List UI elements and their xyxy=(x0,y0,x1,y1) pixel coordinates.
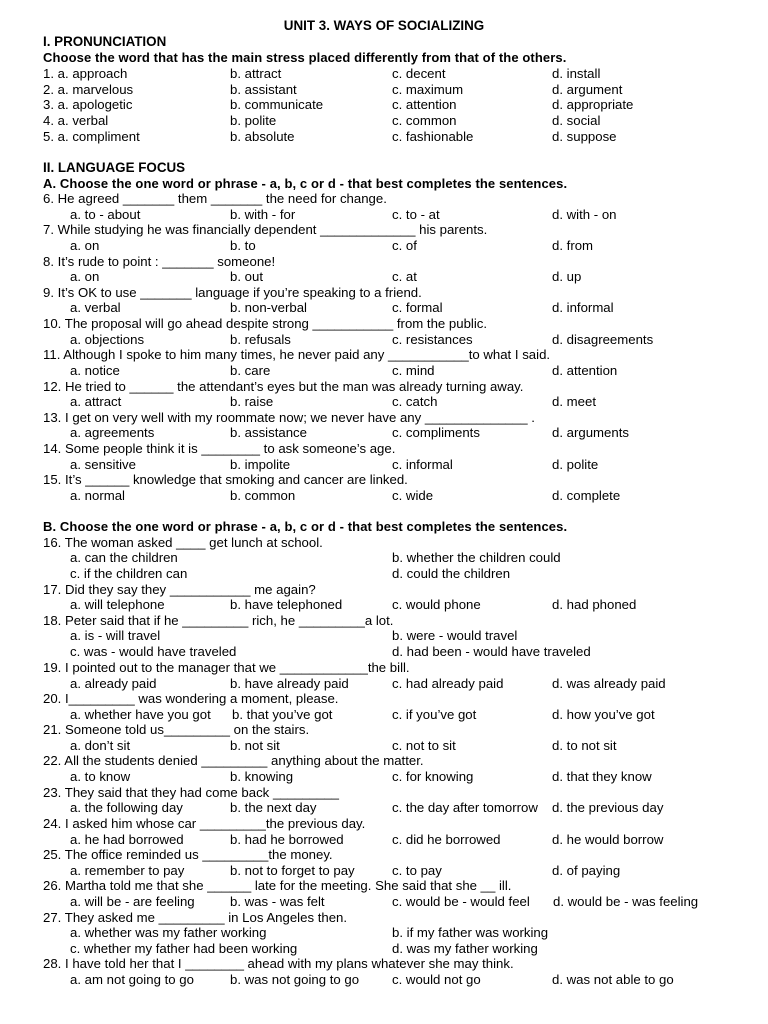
option-c: c. of xyxy=(392,238,417,253)
option-b: b. was not going to go xyxy=(230,972,360,987)
question-stem: 28. I have told her that I ________ ahead with my plans whatever she may think. xyxy=(43,956,514,971)
question-stem: 24. I asked him whose car _________the previous day. xyxy=(43,816,366,831)
question-stem: 18. Peter said that if he _________ rich, he _________a lot. xyxy=(43,613,394,628)
option-d: d. meet xyxy=(552,394,596,409)
option-a: a. whether was my father working xyxy=(70,925,267,940)
option-d: d. disagreements xyxy=(552,332,654,347)
options-row xyxy=(0,832,768,848)
option-a: a. verbal xyxy=(70,300,121,315)
option-b: b. with - for xyxy=(230,207,296,222)
options-row xyxy=(0,207,768,223)
option-a: a. can the children xyxy=(70,550,178,565)
option-d: d. appropriate xyxy=(552,97,634,112)
option-d: d. would be - was feeling xyxy=(553,894,699,909)
option-d: d. he would borrow xyxy=(552,832,664,847)
section-heading-language-focus: II. LANGUAGE FOCUS xyxy=(43,160,186,175)
question-stem: 17. Did they say they ___________ me again? xyxy=(43,582,316,597)
option-b: b. raise xyxy=(230,394,274,409)
option-d: d. had been - would have traveled xyxy=(392,644,591,659)
option-a: a. to - about xyxy=(70,207,141,222)
options-row xyxy=(0,628,768,644)
options-row xyxy=(0,676,768,692)
option-c: c. would phone xyxy=(392,597,481,612)
option-d: d. suppose xyxy=(552,129,617,144)
option-c: c. did he borrowed xyxy=(392,832,501,847)
option-d: d. how you’ve got xyxy=(552,707,655,722)
option-d: d. was already paid xyxy=(552,676,666,691)
option-b: b. assistance xyxy=(230,425,307,440)
question-stem: 22. All the students denied _________ anything about the matter. xyxy=(43,753,424,768)
option-c: c. resistances xyxy=(392,332,473,347)
option-a: a. objections xyxy=(70,332,145,347)
options-row xyxy=(0,738,768,754)
options-row xyxy=(0,863,768,879)
question-stem: 27. They asked me _________ in Los Angeles then. xyxy=(43,910,348,925)
option-b: b. non-verbal xyxy=(230,300,307,315)
option-b: b. have already paid xyxy=(230,676,349,691)
options-row xyxy=(0,238,768,254)
option-c: c. the day after tomorrow xyxy=(392,800,538,815)
options-row xyxy=(0,566,768,582)
question-stem: 14. Some people think it is ________ to ask someone’s age. xyxy=(43,441,396,456)
option-b: b. refusals xyxy=(230,332,291,347)
option-d: d. was not able to go xyxy=(552,972,674,987)
options-row xyxy=(0,488,768,504)
option-b: b. whether the children could xyxy=(392,550,561,565)
option-d: d. arguments xyxy=(552,425,629,440)
option-a: a. is - will travel xyxy=(70,628,161,643)
option-c: c. for knowing xyxy=(392,769,474,784)
option-c: c. at xyxy=(392,269,417,284)
option-b: b. not sit xyxy=(230,738,280,753)
question-stem: 16. The woman asked ____ get lunch at school. xyxy=(43,535,323,550)
option-b: b. absolute xyxy=(230,129,295,144)
option-d: d. that they know xyxy=(552,769,652,784)
option-c: c. not to sit xyxy=(392,738,456,753)
option-b: b. have telephoned xyxy=(230,597,343,612)
option-a: a. whether have you got xyxy=(70,707,211,722)
pronunciation-item xyxy=(0,82,768,98)
page-title: UNIT 3. WAYS OF SOCIALIZING xyxy=(283,18,485,33)
option-a: a. the following day xyxy=(70,800,183,815)
pronunciation-item xyxy=(0,129,768,145)
option-d: d. polite xyxy=(552,457,599,472)
option-a: 3. a. apologetic xyxy=(43,97,133,112)
question-stem: 8. It’s rude to point : _______ someone! xyxy=(43,254,276,269)
option-a: a. already paid xyxy=(70,676,157,691)
question-stem: 25. The office reminded us _________the money. xyxy=(43,847,333,862)
option-a: a. remember to pay xyxy=(70,863,185,878)
options-row xyxy=(0,300,768,316)
option-c: c. maximum xyxy=(392,82,464,97)
option-d: d. was my father working xyxy=(392,941,538,956)
option-b: b. the next day xyxy=(230,800,317,815)
option-d: d. argument xyxy=(552,82,623,97)
question-stem: 15. It’s ______ knowledge that smoking and cancer are linked. xyxy=(43,472,408,487)
option-a: a. sensitive xyxy=(70,457,136,472)
option-c: c. wide xyxy=(392,488,434,503)
option-a: 1. a. approach xyxy=(43,66,128,81)
option-d: d. from xyxy=(552,238,594,253)
option-d: d. could the children xyxy=(392,566,511,581)
option-a: 4. a. verbal xyxy=(43,113,109,128)
question-stem: 6. He agreed _______ them _______ the need for change. xyxy=(43,191,387,206)
option-a: a. to know xyxy=(70,769,131,784)
option-d: d. informal xyxy=(552,300,614,315)
option-b: b. common xyxy=(230,488,296,503)
part-b-instruction: B. Choose the one word or phrase - a, b, c or d - that best completes the sentences. xyxy=(43,519,568,534)
option-c: c. if you’ve got xyxy=(392,707,477,722)
options-row xyxy=(0,269,768,285)
option-a: a. will telephone xyxy=(70,597,165,612)
options-row xyxy=(0,800,768,816)
option-c: c. common xyxy=(392,113,457,128)
option-a: a. agreements xyxy=(70,425,155,440)
option-c: c. attention xyxy=(392,97,457,112)
option-b: b. were - would travel xyxy=(392,628,518,643)
option-a: a. am not going to go xyxy=(70,972,194,987)
option-c: c. mind xyxy=(392,363,435,378)
question-stem: 7. While studying he was financially dependent _____________ his parents. xyxy=(43,222,488,237)
option-c: c. to - at xyxy=(392,207,440,222)
question-stem: 12. He tried to ______ the attendant’s eyes but the man was already turning away. xyxy=(43,379,524,394)
option-b: b. to xyxy=(230,238,256,253)
option-a: a. normal xyxy=(70,488,125,503)
options-row xyxy=(0,457,768,473)
question-stem: 26. Martha told me that she ______ late for the meeting. She said that she __ ill. xyxy=(43,878,512,893)
option-c: c. decent xyxy=(392,66,446,81)
option-c: c. would not go xyxy=(392,972,481,987)
option-b: b. that you’ve got xyxy=(232,707,333,722)
option-c: c. to pay xyxy=(392,863,442,878)
options-row xyxy=(0,332,768,348)
question-stem: 11. Although I spoke to him many times, he never paid any ___________to what I said. xyxy=(43,347,551,362)
option-d: d. complete xyxy=(552,488,621,503)
option-b: b. out xyxy=(230,269,263,284)
option-d: d. had phoned xyxy=(552,597,637,612)
options-row xyxy=(0,550,768,566)
options-row xyxy=(0,425,768,441)
option-b: b. knowing xyxy=(230,769,294,784)
option-c: c. fashionable xyxy=(392,129,474,144)
option-a: a. on xyxy=(70,238,100,253)
section-heading-pronunciation: I. PRONUNCIATION xyxy=(43,34,167,49)
question-stem: 13. I get on very well with my roommate now; we never have any ______________ . xyxy=(43,410,535,425)
option-d: d. attention xyxy=(552,363,618,378)
option-c: c. if the children can xyxy=(70,566,188,581)
question-stem: 23. They said that they had come back _________ xyxy=(43,785,339,800)
option-b: b. communicate xyxy=(230,97,324,112)
option-a: a. on xyxy=(70,269,100,284)
question-stem: 9. It’s OK to use _______ language if you’re speaking to a friend. xyxy=(43,285,422,300)
options-row xyxy=(0,925,768,941)
option-c: c. catch xyxy=(392,394,438,409)
question-stem: 20. I_________ was wondering a moment, please. xyxy=(43,691,339,706)
option-d: d. the previous day xyxy=(552,800,664,815)
options-row xyxy=(0,894,768,910)
option-b: b. if my father was working xyxy=(392,925,549,940)
option-b: b. care xyxy=(230,363,271,378)
options-row xyxy=(0,394,768,410)
pronunciation-instruction: Choose the word that has the main stress placed differently from that of the others. xyxy=(43,50,567,65)
options-row xyxy=(0,707,768,723)
option-a: a. don’t sit xyxy=(70,738,131,753)
option-d: d. up xyxy=(552,269,582,284)
option-b: b. polite xyxy=(230,113,277,128)
question-stem: 19. I pointed out to the manager that we ____________the bill. xyxy=(43,660,410,675)
pronunciation-item xyxy=(0,113,768,129)
option-a: 2. a. marvelous xyxy=(43,82,134,97)
option-b: b. attract xyxy=(230,66,282,81)
option-b: b. had he borrowed xyxy=(230,832,344,847)
option-c: c. compliments xyxy=(392,425,480,440)
options-row xyxy=(0,972,768,988)
option-b: b. was - was felt xyxy=(230,894,325,909)
option-a: a. notice xyxy=(70,363,120,378)
options-row xyxy=(0,597,768,613)
option-c: c. had already paid xyxy=(392,676,504,691)
option-b: b. not to forget to pay xyxy=(230,863,355,878)
option-d: d. with - on xyxy=(552,207,617,222)
option-c: c. formal xyxy=(392,300,443,315)
option-c: c. whether my father had been working xyxy=(70,941,298,956)
option-d: d. of paying xyxy=(552,863,621,878)
option-d: d. install xyxy=(552,66,601,81)
option-a: 5. a. compliment xyxy=(43,129,140,144)
option-c: c. would be - would feel xyxy=(392,894,530,909)
option-d: d. social xyxy=(552,113,601,128)
options-row xyxy=(0,769,768,785)
question-stem: 21. Someone told us_________ on the stairs. xyxy=(43,722,310,737)
options-row xyxy=(0,941,768,957)
option-a: a. attract xyxy=(70,394,122,409)
option-d: d. to not sit xyxy=(552,738,617,753)
option-a: a. he had borrowed xyxy=(70,832,184,847)
pronunciation-item xyxy=(0,97,768,113)
option-c: c. was - would have traveled xyxy=(70,644,237,659)
option-c: c. informal xyxy=(392,457,453,472)
part-a-instruction: A. Choose the one word or phrase - a, b, c or d - that best completes the sentences. xyxy=(43,176,568,191)
options-row xyxy=(0,644,768,660)
option-b: b. impolite xyxy=(230,457,291,472)
pronunciation-item xyxy=(0,66,768,82)
option-b: b. assistant xyxy=(230,82,297,97)
option-a: a. will be - are feeling xyxy=(70,894,195,909)
question-stem: 10. The proposal will go ahead despite strong ___________ from the public. xyxy=(43,316,488,331)
options-row xyxy=(0,363,768,379)
